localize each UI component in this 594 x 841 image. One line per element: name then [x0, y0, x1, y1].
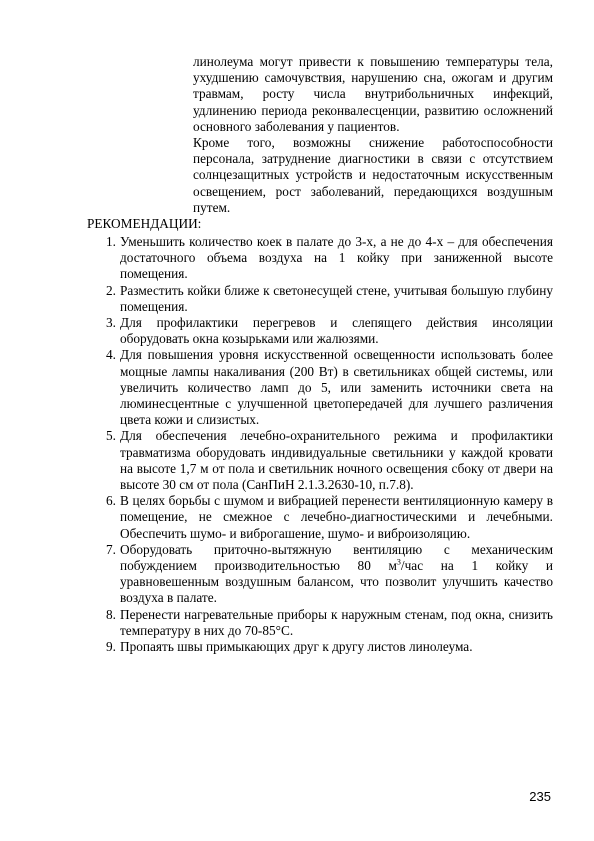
page-number: 235 — [529, 789, 551, 804]
item-text: Перенести нагревательные приборы к наружным стенам, под окна, снизить температуру в них до 70-85°С. — [120, 606, 553, 638]
item-number: 5. — [106, 428, 116, 444]
recommendation-9 — [99, 639, 553, 655]
recommendations-list — [99, 234, 553, 655]
intro-block — [193, 54, 553, 216]
item-text-part-1: Оборудовать приточно-вытяжную вентиляцию с механическим побуждением производительностью 80 м — [120, 541, 553, 574]
item-text: Пропаять швы примыкающих друг к другу листов линолеума. — [120, 639, 473, 655]
item-number: 1. — [106, 234, 116, 249]
item-text — [120, 542, 553, 606]
item-number: 2. — [106, 282, 116, 298]
item-number: 4. — [106, 347, 116, 363]
item-number: 7. — [106, 541, 116, 557]
item-number: 8. — [106, 606, 116, 622]
item-text: Для повышения уровня искусственной освещенности использовать более мощные лампы накаливания (200 Вт) в светильниках общей системы, или увеличить количество ламп до 5, или заменить источники света на люминесцентные с улучшенной цветопередачей для лучшего различения цвета кожи и слизистых. — [120, 347, 553, 428]
item-text: Уменьшить количество коек в палате до 3-х, а не до 4-х – для обеспечения достаточного объема воздуха на 1 койку при заниженной высоте помещения. — [120, 234, 553, 282]
item-text: Для профилактики перегревов и слепящего действия инсоляции оборудовать окна козырьками или жалюзями. — [120, 315, 553, 347]
recommendation-3 — [99, 315, 553, 347]
recommendation-7 — [99, 542, 553, 607]
item-number: 6. — [106, 493, 116, 509]
item-text-part-2: /час на 1 койку и уравновешенным воздушным балансом, что позволит улучшить качество воздуха в палате. — [120, 558, 553, 606]
item-text: Разместить койки ближе к светонесущей стене, учитывая большую глубину помещения. — [120, 282, 553, 314]
item-text: Для обеспечения лечебно-охранительного режима и профилактики травматизма оборудовать индивидуальные светильники у каждой кровати на высоте 1,7 м от пола и светильник ночного освещения сбоку от двери на высоте 30 см от пола (СанПиН 2.1.3.2630-10, п.7.8). — [120, 428, 553, 493]
item-number: 3. — [106, 315, 116, 331]
recommendations-heading: РЕКОМЕНДАЦИИ: — [87, 216, 202, 231]
recommendation-4 — [99, 347, 553, 428]
intro-paragraph-2: Кроме того, возможны снижение работоспособности персонала, затруднение диагностики в связи с отсутствием солнцезащитных устройств и недостаточным искусственным освещением, рост заболеваний, передающихся воздушным путем. — [193, 135, 553, 215]
recommendation-2 — [99, 283, 553, 315]
intro-paragraph-1: линолеума могут привести к повышению температуры тела, ухудшению самочувствия, нарушению сна, ожогам и другим травмам, росту числа внутрибольничных инфекций, удлинению периода реконвалесценции, развитию осложнений основного заболевания у пациентов. — [193, 54, 553, 134]
recommendation-1 — [99, 234, 553, 283]
recommendation-6 — [99, 493, 553, 542]
superscript-3: 3 — [396, 557, 401, 567]
recommendation-8 — [99, 607, 553, 639]
item-text: В целях борьбы с шумом и вибрацией перенести вентиляционную камеру в помещение, не смежное с лечебно-диагностическими и лечебными. Обеспечить шумо- и виброгашение, шумо- и виброизоляцию. — [120, 493, 553, 541]
recommendation-5 — [99, 428, 553, 493]
item-number: 9. — [106, 639, 116, 655]
